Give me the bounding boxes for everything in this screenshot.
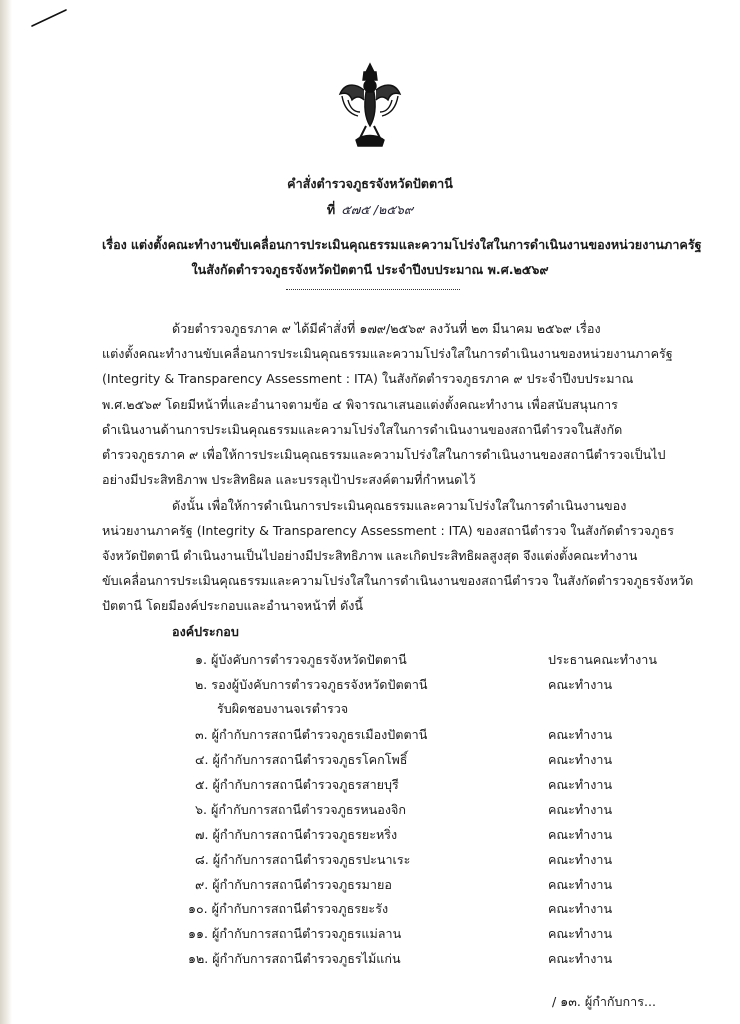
member-role: คณะทำงาน — [548, 777, 613, 792]
paragraph1-line: พ.ศ.๒๕๖๙ โดยมีหน้าที่และอำนาจตามข้อ ๔ พิจารณาเสนอแต่งตั้งคณะทำงาน เพื่อสนับสนุนการ — [102, 397, 618, 412]
page-continuation: / ๑๓. ผู้กำกับการ... — [552, 994, 657, 1009]
member-name: ๑๒. ผู้กำกับการสถานีตำรวจภูธรไม้แก่น — [188, 951, 401, 966]
member-role: คณะทำงาน — [548, 727, 613, 742]
subject-text-1: แต่งตั้งคณะทำงานขับเคลื่อนการประเมินคุณธรรมและความโปร่งใสในการดำเนินงานของหน่วยงานภาครัฐ — [130, 237, 702, 252]
paragraph2-line: จังหวัดปัตตานี ดำเนินงานเป็นไปอย่างมีประสิทธิภาพ และเกิดประสิทธิผลสูงสุด จึงแต่งตั้งคณะทำงาน — [102, 548, 638, 563]
subject-line-2: ในสังกัดตำรวจภูธรจังหวัดปัตตานี ประจำปีงบประมาณ พ.ศ.๒๕๖๙ — [191, 262, 549, 277]
order-number-row — [0, 201, 740, 219]
member-name: ๕. ผู้กำกับการสถานีตำรวจภูธรสายบุรี — [195, 777, 399, 792]
member-name: ๘. ผู้กำกับการสถานีตำรวจภูธรปะนาเระ — [195, 852, 411, 867]
member-name-continued: รับผิดชอบงานจเรตำรวจ — [217, 701, 349, 716]
member-name: ๔. ผู้กำกับการสถานีตำรวจภูธรโคกโพธิ์ — [195, 752, 408, 767]
member-name: ๗. ผู้กำกับการสถานีตำรวจภูธรยะหริ่ง — [195, 827, 398, 842]
paragraph1-line: แต่งตั้งคณะทำงานขับเคลื่อนการประเมินคุณธรรมและความโปร่งใสในการดำเนินงานของหน่วยงานภาครัฐ — [102, 346, 673, 361]
paragraph1-line: อย่างมีประสิทธิภาพ ประสิทธิผล และบรรลุเป้าประสงค์ตามที่กำหนดไว้ — [102, 472, 476, 487]
paragraph1-line: ตำรวจภูธรภาค ๙ เพื่อให้การประเมินคุณธรรมและความโปร่งใสในการดำเนินงานของสถานีตำรวจเป็นไป — [102, 447, 666, 462]
paragraph2-line: ดังนั้น เพื่อให้การดำเนินการประเมินคุณธรรมและความโปร่งใสในการดำเนินงานของ — [172, 498, 627, 513]
section-heading-composition: องค์ประกอบ — [172, 624, 239, 639]
subject-line-1 — [102, 236, 702, 254]
dotted-divider — [286, 289, 460, 290]
scan-left-edge — [0, 0, 12, 1024]
member-role: คณะทำงาน — [548, 877, 613, 892]
member-role: คณะทำงาน — [548, 951, 613, 966]
member-name: ๑๑. ผู้กำกับการสถานีตำรวจภูธรแม่ลาน — [188, 926, 402, 941]
paragraph1-line: ดำเนินงานด้านการประเมินคุณธรรมและความโปร่งใสในการดำเนินงานของสถานีตำรวจในสังกัด — [102, 422, 623, 437]
member-role: คณะทำงาน — [548, 802, 613, 817]
member-name: ๖. ผู้กำกับการสถานีตำรวจภูธรหนองจิก — [195, 802, 406, 817]
pen-stroke-mark — [30, 6, 70, 30]
member-role: คณะทำงาน — [548, 677, 613, 692]
paragraph2-line: ขับเคลื่อนการประเมินคุณธรรมและความโปร่งใสในการดำเนินงานของสถานีตำรวจ ในสังกัดตำรวจภูธรจังหวัด — [102, 573, 694, 588]
paragraph1-line: (Integrity & Transparency Assessment : ITA) ในสังกัดตำรวจภูธรภาค ๙ ประจำปีงบประมาณ — [102, 371, 634, 386]
garuda-emblem — [336, 60, 404, 152]
member-name: ๓. ผู้กำกับการสถานีตำรวจภูธรเมืองปัตตานี — [195, 727, 428, 742]
order-number-label: ที่ — [326, 202, 336, 217]
paragraph1-line: ด้วยตำรวจภูธรภาค ๙ ได้มีคำสั่งที่ ๑๗๙/๒๕๖๙ ลงวันที่ ๒๓ มีนาคม ๒๕๖๙ เรื่อง — [172, 321, 601, 336]
member-role: ประธานคณะทำงาน — [548, 652, 657, 667]
order-title: คำสั่งตำรวจภูธรจังหวัดปัตตานี — [287, 176, 453, 191]
member-name: ๑. ผู้บังคับการตำรวจภูธรจังหวัดปัตตานี — [195, 652, 407, 667]
order-number-value: ๕๗๕ /๒๕๖๙ — [341, 202, 414, 217]
member-name: ๑๐. ผู้กำกับการสถานีตำรวจภูธรยะรัง — [188, 901, 389, 916]
subject-label: เรื่อง — [102, 237, 127, 252]
member-name: ๙. ผู้กำกับการสถานีตำรวจภูธรมายอ — [195, 877, 392, 892]
paragraph2-line: หน่วยงานภาครัฐ (Integrity & Transparency Assessment : ITA) ของสถานีตำรวจ ในสังกัดตำรวจภูธร — [102, 523, 675, 538]
member-role: คณะทำงาน — [548, 901, 613, 916]
member-role: คณะทำงาน — [548, 926, 613, 941]
member-role: คณะทำงาน — [548, 752, 613, 767]
member-role: คณะทำงาน — [548, 827, 613, 842]
member-name: ๒. รองผู้บังคับการตำรวจภูธรจังหวัดปัตตานี — [195, 677, 428, 692]
member-role: คณะทำงาน — [548, 852, 613, 867]
paragraph2-line: ปัตตานี โดยมีองค์ประกอบและอำนาจหน้าที่ ดังนี้ — [102, 598, 364, 613]
